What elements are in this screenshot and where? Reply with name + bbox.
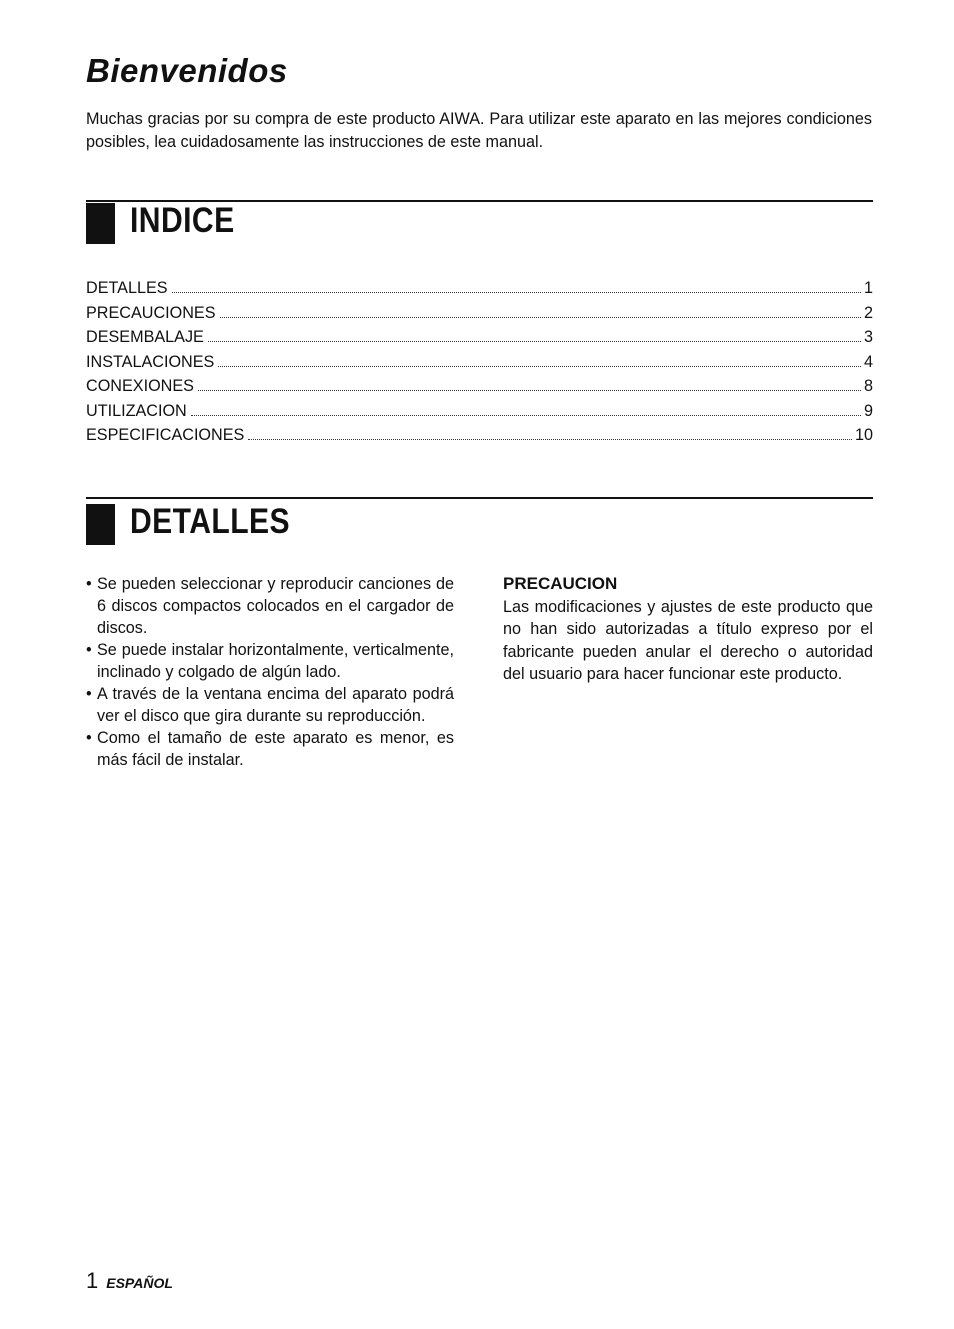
- feature-text: Se pueden seleccionar y reproducir canciones de 6 discos compactos colocados en el cargador de discos.: [97, 575, 454, 637]
- intro-paragraph: Muchas gracias por su compra de este producto AIWA. Para utilizar este aparato en las mejores condiciones posibles, lea cuidadosamente las instrucciones de este manual.: [86, 110, 872, 151]
- section-title-indice: INDICE: [130, 201, 235, 240]
- table-of-contents: [86, 279, 873, 451]
- toc-entry-label: PRECAUCIONES: [86, 303, 216, 322]
- toc-dot-leader: [198, 390, 861, 391]
- list-item: [86, 639, 454, 683]
- precaucion-heading: PRECAUCION: [503, 574, 618, 593]
- bullet-icon: •: [86, 729, 92, 747]
- toc-entry-label: UTILIZACION: [86, 401, 187, 420]
- toc-entry-page: 8: [863, 377, 873, 395]
- list-item: [86, 727, 454, 771]
- bullet-icon: •: [86, 641, 92, 659]
- precaucion-box: [503, 574, 873, 685]
- toc-entry-label: DESEMBALAJE: [86, 328, 204, 346]
- bullet-icon: •: [86, 575, 92, 593]
- toc-entry[interactable]: [86, 402, 873, 427]
- bullet-icon: •: [86, 685, 92, 703]
- toc-entry[interactable]: [86, 328, 873, 353]
- list-item: [86, 683, 454, 727]
- toc-entry-page: 4: [863, 352, 873, 371]
- precaucion-text: Las modificaciones y ajustes de este producto que no han sido autorizadas a título expreso por el fabricante pueden anular el derecho o autoridad del usuario para hacer funcionar este producto.: [503, 598, 873, 683]
- toc-dot-leader: [220, 317, 861, 318]
- language-label: ESPAÑOL: [106, 1275, 173, 1291]
- toc-entry-page: 2: [863, 303, 873, 322]
- section-marker-indice: [86, 203, 115, 244]
- toc-entry-page: 10: [854, 426, 873, 444]
- toc-entry[interactable]: [86, 426, 873, 451]
- toc-entry-page: 3: [863, 328, 873, 346]
- features-list: [86, 573, 454, 771]
- feature-text: Como el tamaño de este aparato es menor, es más fácil de instalar.: [97, 729, 454, 769]
- toc-entry[interactable]: [86, 304, 873, 329]
- toc-entry-page: 9: [863, 401, 873, 420]
- toc-entry-label: INSTALACIONES: [86, 352, 215, 371]
- page-footer: [86, 1268, 173, 1294]
- section-divider-detalles: [86, 497, 873, 499]
- toc-entry[interactable]: [86, 353, 873, 378]
- section-marker-detalles: [86, 504, 115, 545]
- section-title-detalles: DETALLES: [130, 502, 291, 541]
- toc-dot-leader: [248, 439, 852, 440]
- list-item: [86, 573, 454, 639]
- toc-dot-leader: [172, 292, 861, 293]
- page-title: Bienvenidos: [86, 52, 288, 89]
- toc-entry-label: ESPECIFICACIONES: [86, 426, 245, 444]
- page-number: 1: [86, 1268, 99, 1293]
- toc-dot-leader: [191, 415, 861, 416]
- toc-entry-label: DETALLES: [86, 279, 168, 297]
- feature-text: Se puede instalar horizontalmente, verticalmente, inclinado y colgado de algún lado.: [97, 641, 454, 681]
- toc-dot-leader: [208, 341, 861, 342]
- feature-text: A través de la ventana encima del aparato podrá ver el disco que gira durante su reproducción.: [97, 685, 454, 725]
- toc-entry[interactable]: [86, 377, 873, 402]
- toc-entry-label: CONEXIONES: [86, 377, 194, 395]
- toc-entry[interactable]: [86, 279, 873, 304]
- toc-dot-leader: [218, 366, 861, 367]
- toc-entry-page: 1: [863, 279, 873, 297]
